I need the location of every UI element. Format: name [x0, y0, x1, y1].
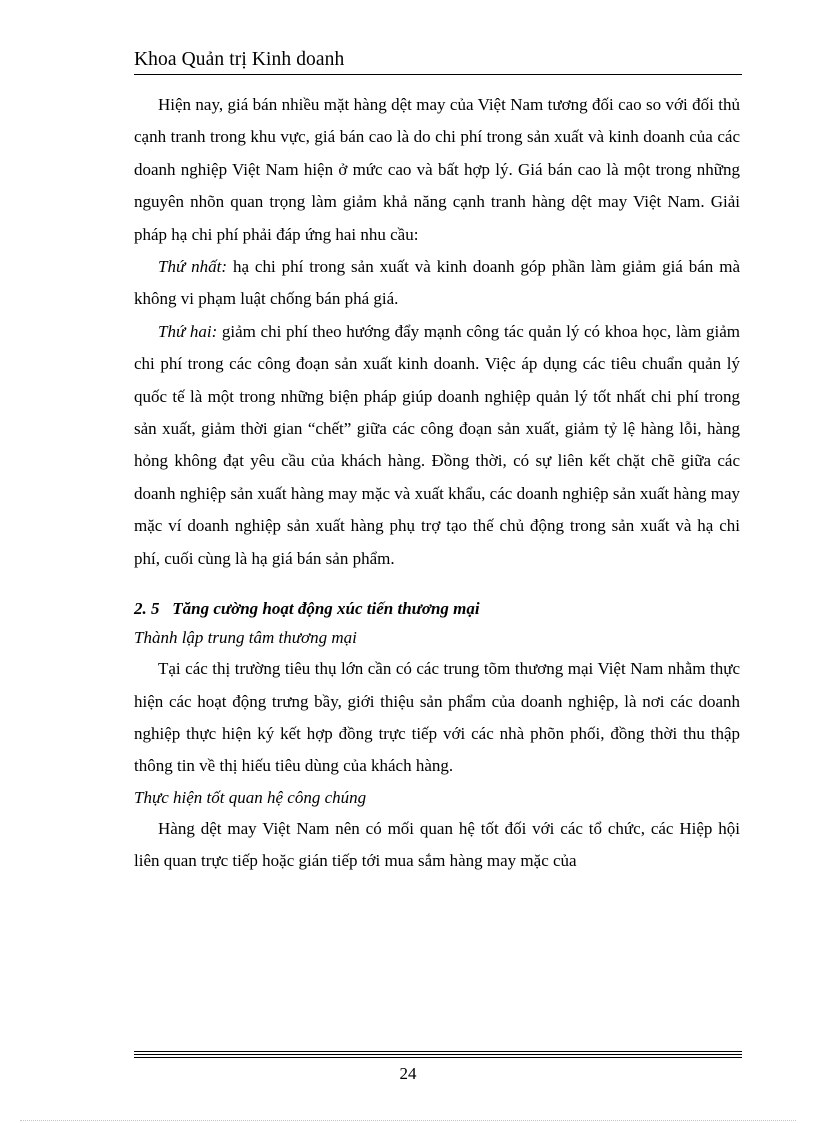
second-requirement-lead: Thứ hai:	[158, 321, 218, 341]
paragraph-first-requirement	[134, 251, 740, 316]
second-requirement-text: giảm chi phí theo hướng đẩy mạnh công tác quản lý có khoa học, làm giảm chi phí trong các công đoạn sản xuất kinh doanh. Việc áp dụng các tiêu chuẩn quản lý quốc tế là một trong những biện pháp giúp doanh nghiệp quản lý tốt nhất chi phí trong sản xuất, giảm thời gian “chết” giữa các công đoạn sản xuất, giảm tỷ lệ hàng lỗi, hàng hỏng không đạt yêu cầu của khách hàng. Đồng thời, có sự liên kết chặt chẽ giữa các doanh nghiệp sản xuất hàng may mặc và xuất khẩu, các doanh nghiệp sản xuất hàng may mặc ví doanh nghiệp sản xuất hàng phụ trợ tạo thế chủ động trong sản xuất và hạ chi phí, cuối cùng là hạ giá bán sản phẩm.	[134, 321, 740, 568]
first-requirement-lead: Thứ nhất:	[158, 257, 228, 277]
header-title: Khoa Quản trị Kinh doanh	[134, 49, 345, 70]
subheading-public-relations: Thực hiện tốt quan hệ công chúng	[134, 787, 367, 807]
footer-rule-bottom	[134, 1057, 742, 1058]
first-requirement-text: hạ chi phí trong sản xuất và kinh doanh góp phần làm giảm giá bán mà không vi phạm luật chống bán phá giá.	[134, 257, 740, 309]
section-heading: 2. 5 Tăng cường hoạt động xúc tiến thương mại	[134, 599, 480, 619]
paragraph-public-relations: Hàng dệt may Việt Nam nên có mối quan hệ tốt đối với các tổ chức, các Hiệp hội liên quan trực tiếp hoặc gián tiếp tới mua sắm hàng may mặc của	[134, 818, 740, 871]
paragraph-price-intro: Hiện nay, giá bán nhiều mặt hàng dệt may của Việt Nam tương đối cao so với đối thủ cạnh tranh trong khu vực, giá bán cao là do chi phí trong sản xuất và kinh doanh của các doanh nghiệp Việt Nam hiện ở mức cao và bất hợp lý. Giá bán cao là một trong những nguyên nhõn quan trọng làm giảm khả năng cạnh tranh hàng dệt may Việt Nam. Giải pháp hạ chi phí phải đáp ứng hai nhu cầu:	[134, 95, 740, 244]
paragraph-trade-center: Tại các thị trường tiêu thụ lớn cần có các trung tõm thương mại Việt Nam nhằm thực hiện các hoạt động trưng bầy, giới thiệu sản phẩm của doanh nghiệp, là nơi các doanh nghiệp thực hiện ký kết hợp đồng trực tiếp với các nhà phõn phối, đồng thời thu thập thông tin về thị hiếu tiêu dùng của khách hàng.	[134, 659, 740, 776]
page-header	[134, 48, 742, 75]
paragraph-second-requirement	[134, 316, 740, 575]
footer-rule-top	[134, 1051, 742, 1052]
subheading-trade-center: Thành lập trung tâm thương mại	[134, 628, 357, 648]
page-edge-divider	[20, 1120, 796, 1121]
page-body	[134, 89, 740, 878]
footer-rule-middle	[134, 1054, 742, 1055]
page-number: 24	[399, 1064, 417, 1083]
